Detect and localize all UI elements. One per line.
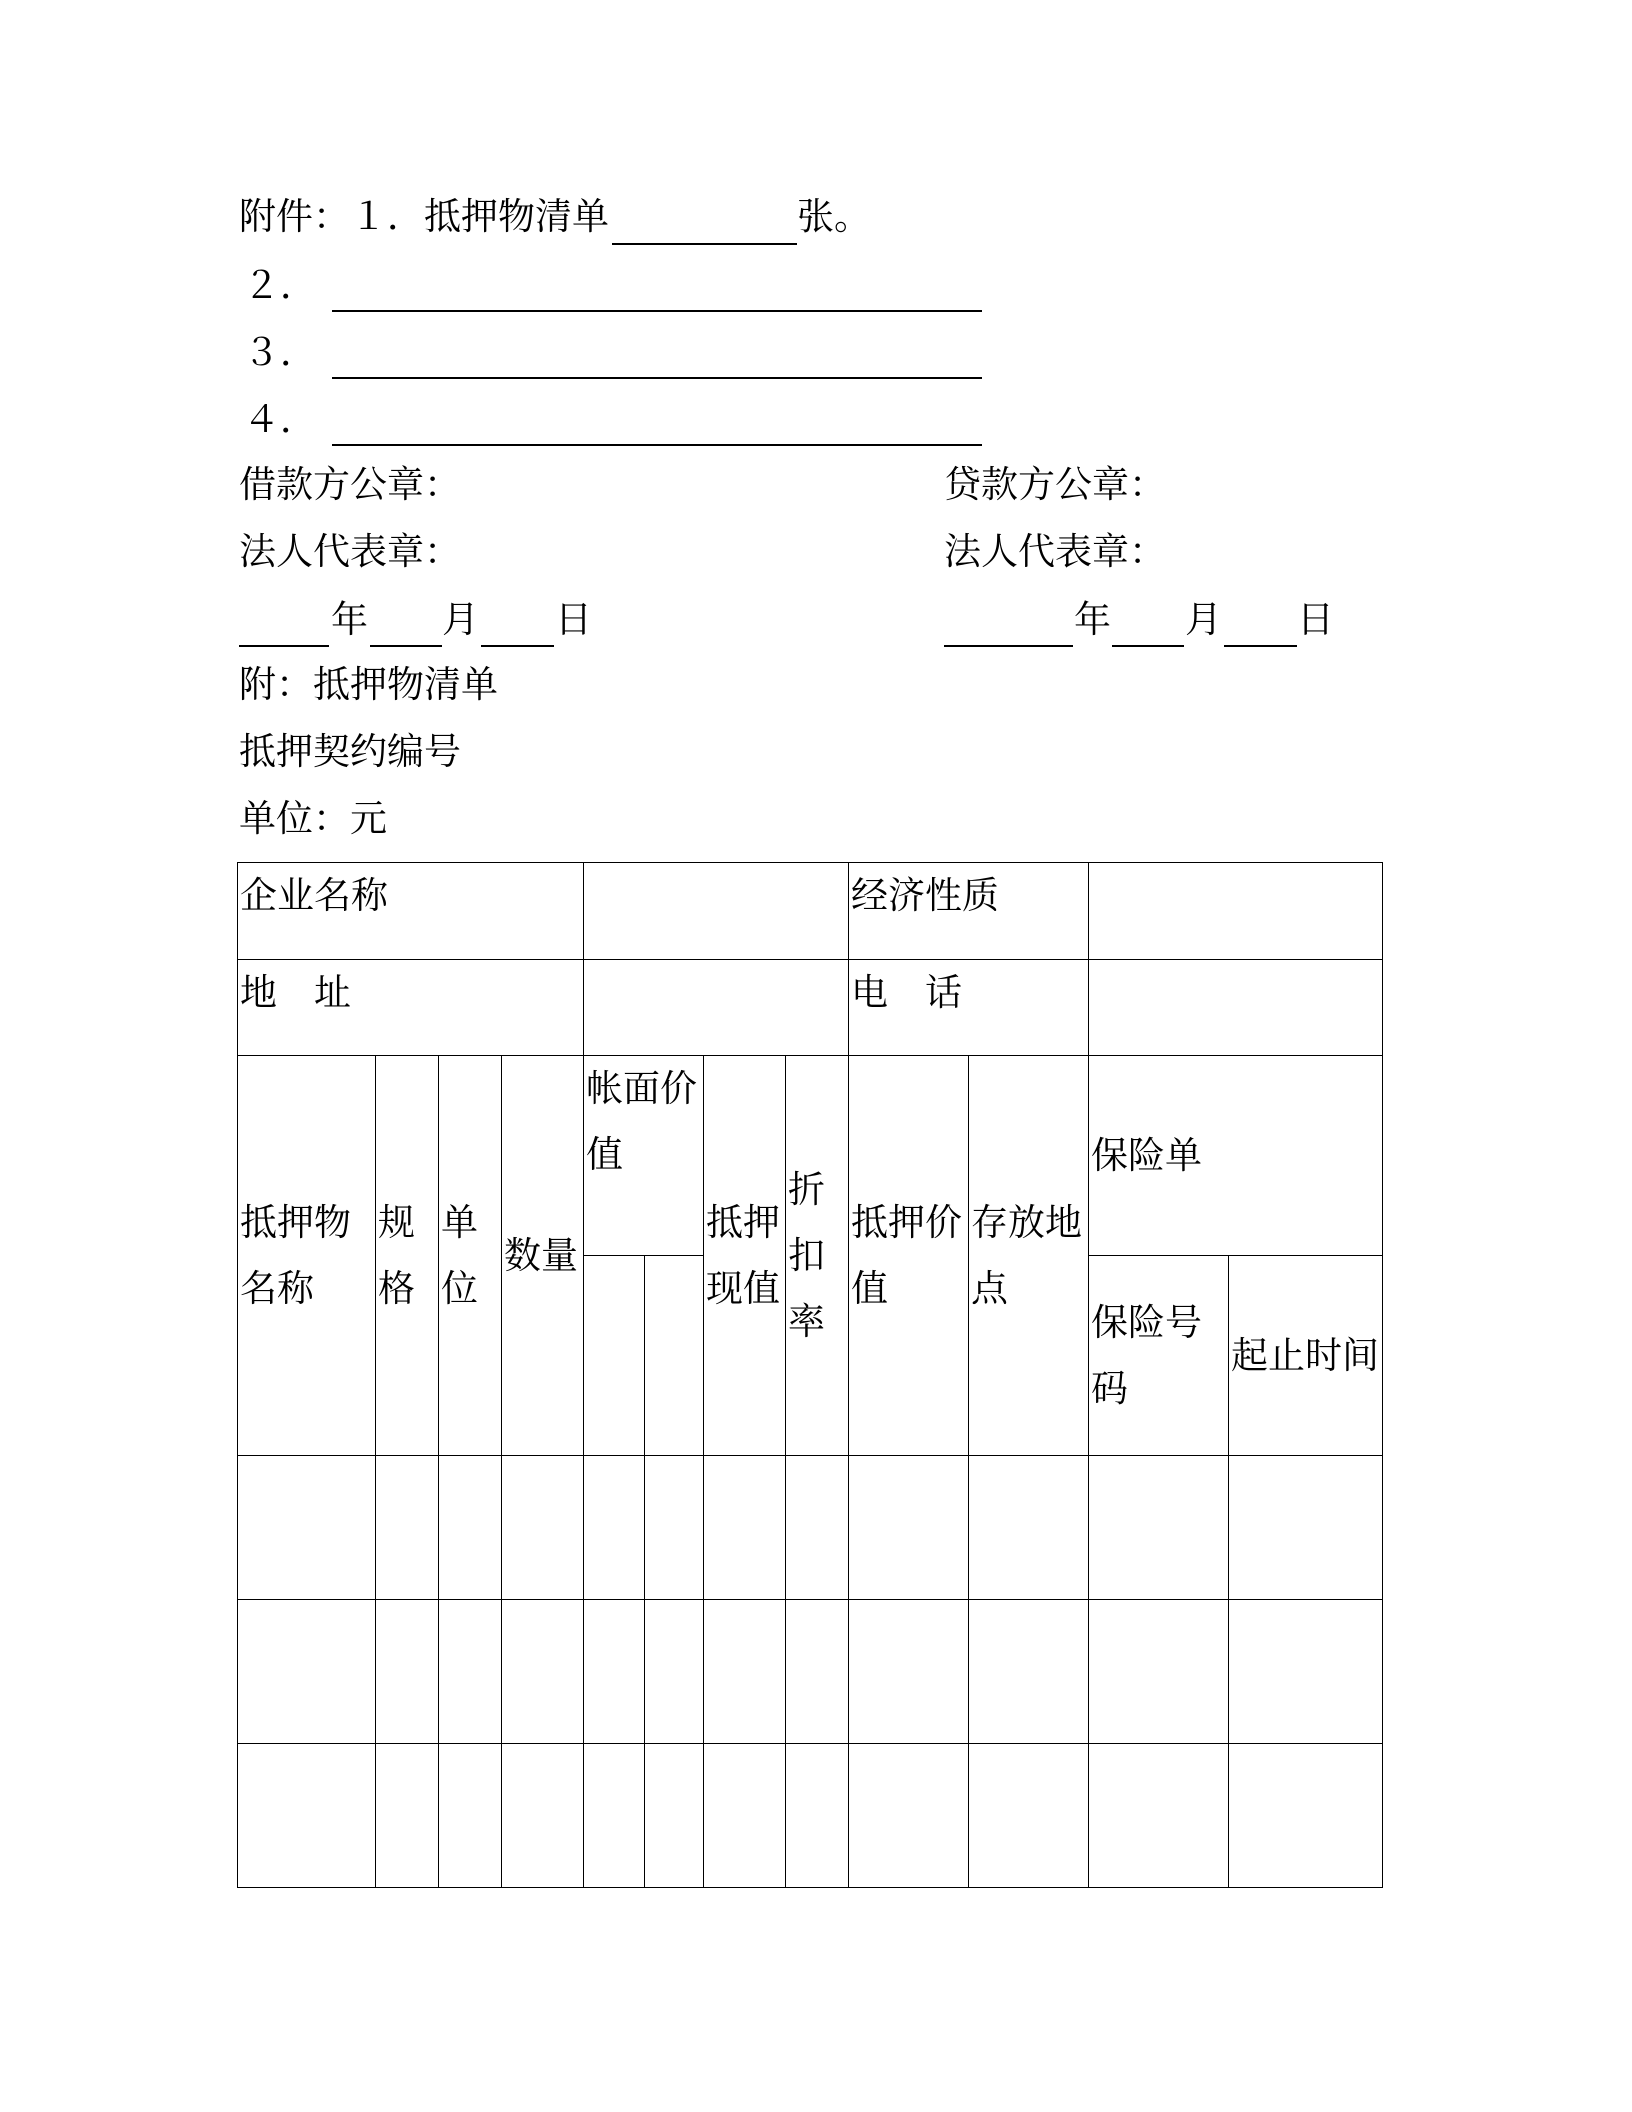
lender-month-label: 月 bbox=[1185, 598, 1222, 641]
col-header-period: 起止时间 bbox=[1229, 1256, 1383, 1456]
company-name-label: 企业名称 bbox=[238, 863, 584, 960]
lender-seal-label: 贷款方公章： bbox=[944, 463, 1166, 506]
table-row bbox=[238, 1600, 1383, 1744]
table-row bbox=[238, 863, 1383, 960]
lender-rep-label: 法人代表章： bbox=[944, 530, 1166, 573]
address-label: 地 址 bbox=[238, 960, 584, 1056]
attachment-3-blank[interactable] bbox=[332, 377, 982, 379]
company-name-value[interactable] bbox=[584, 863, 849, 960]
economic-nature-value[interactable] bbox=[1089, 863, 1383, 960]
borrower-day-label: 日 bbox=[555, 598, 592, 641]
economic-nature-label: 经济性质 bbox=[849, 863, 1089, 960]
col-header-current-value: 抵押现值 bbox=[704, 1056, 786, 1456]
lender-day-label: 日 bbox=[1297, 598, 1334, 641]
borrower-month-label: 月 bbox=[442, 598, 479, 641]
col-header-qty: 数量 bbox=[502, 1056, 584, 1456]
attachment-1-suffix: 张。 bbox=[797, 195, 871, 238]
borrower-month-blank[interactable] bbox=[370, 645, 442, 647]
table-row bbox=[238, 1456, 1383, 1600]
lender-day-blank[interactable] bbox=[1224, 645, 1297, 647]
col-header-spec: 规格 bbox=[376, 1056, 439, 1456]
lender-month-blank[interactable] bbox=[1112, 645, 1184, 647]
attachment-4-label: ４． bbox=[243, 398, 317, 441]
col-header-mortgage-value: 抵押价值 bbox=[849, 1056, 969, 1456]
attachment-2-blank[interactable] bbox=[332, 310, 982, 312]
col-header-policy-no: 保险号码 bbox=[1089, 1256, 1229, 1456]
book-value-sub-1 bbox=[584, 1256, 645, 1456]
col-header-unit: 单位 bbox=[439, 1056, 502, 1456]
borrower-rep-label: 法人代表章： bbox=[239, 530, 461, 573]
phone-value[interactable] bbox=[1089, 960, 1383, 1056]
attachment-2-label: ２． bbox=[243, 264, 317, 307]
attachment-1-label: 附件：１．抵押物清单 bbox=[239, 195, 609, 238]
table-row bbox=[238, 1744, 1383, 1888]
borrower-seal-label: 借款方公章： bbox=[239, 463, 461, 506]
contract-no-label: 抵押契约编号 bbox=[239, 730, 461, 773]
borrower-year-blank[interactable] bbox=[239, 645, 329, 647]
phone-label: 电 话 bbox=[849, 960, 1089, 1056]
col-header-name: 抵押物名称 bbox=[238, 1056, 376, 1456]
table-row bbox=[238, 1056, 1383, 1256]
address-value[interactable] bbox=[584, 960, 849, 1056]
lender-year-label: 年 bbox=[1074, 598, 1111, 641]
collateral-table bbox=[237, 862, 1383, 1888]
borrower-year-label: 年 bbox=[331, 598, 368, 641]
attachment-1-blank[interactable] bbox=[612, 243, 797, 245]
list-title: 附：抵押物清单 bbox=[239, 663, 498, 706]
col-header-location: 存放地点 bbox=[969, 1056, 1089, 1456]
col-header-discount: 折扣率 bbox=[786, 1056, 849, 1456]
borrower-day-blank[interactable] bbox=[481, 645, 554, 647]
unit-label: 单位：元 bbox=[239, 797, 387, 840]
table-row bbox=[238, 960, 1383, 1056]
col-header-insurance: 保险单 bbox=[1089, 1056, 1383, 1256]
lender-year-blank[interactable] bbox=[944, 645, 1073, 647]
attachment-3-label: ３． bbox=[243, 331, 317, 374]
attachment-4-blank[interactable] bbox=[332, 444, 982, 446]
col-header-book-value: 帐面价值 bbox=[584, 1056, 704, 1256]
book-value-sub-2 bbox=[645, 1256, 704, 1456]
